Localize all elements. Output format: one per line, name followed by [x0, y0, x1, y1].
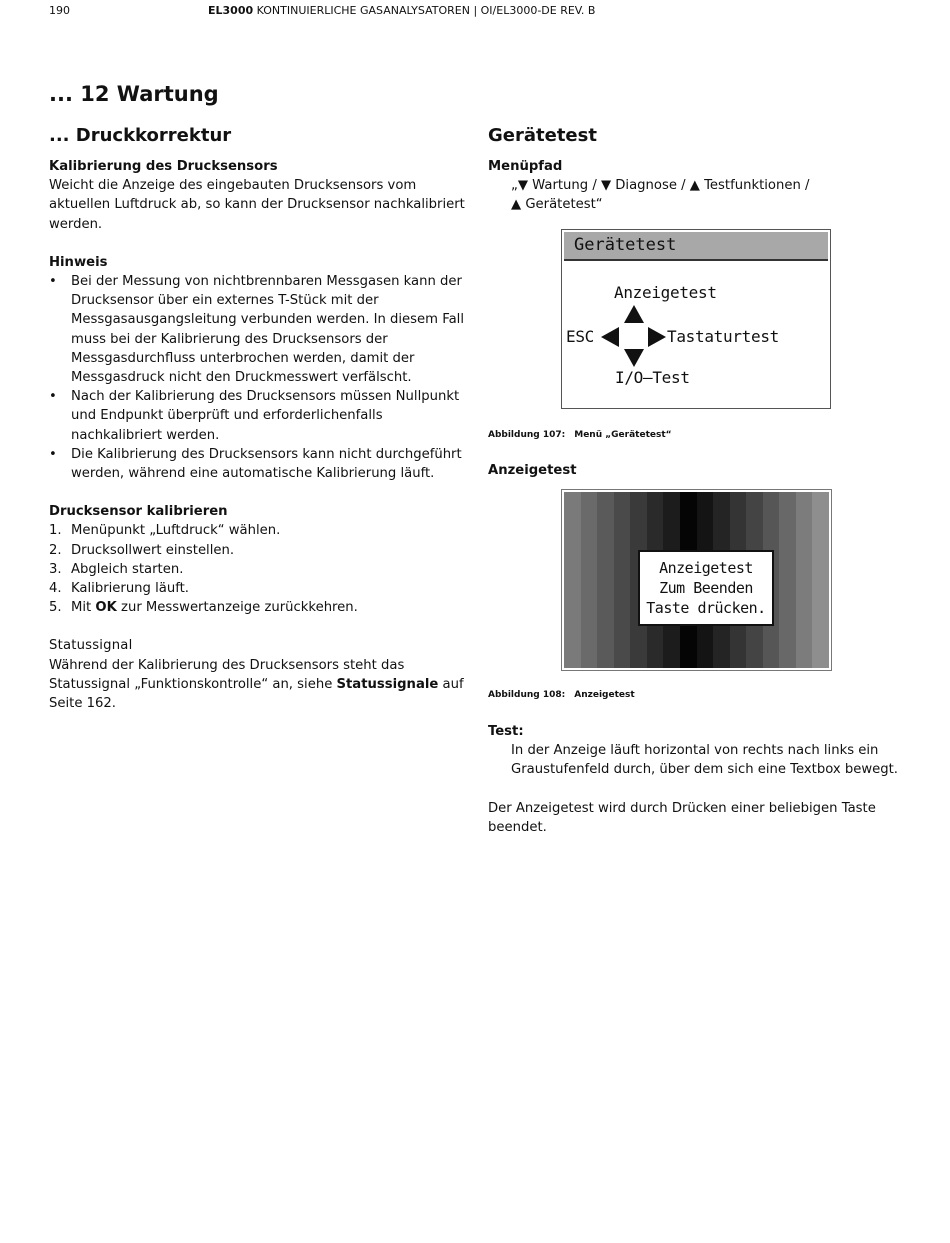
left-column: [49, 123, 469, 713]
note-list: [49, 272, 469, 483]
section-title-druckkorrektur: ... Druckkorrektur: [49, 125, 232, 146]
step-item: 2. Drucksollwert einstellen.: [49, 542, 235, 558]
grayscale-stripe: [564, 492, 581, 668]
grayscale-stripe: [812, 492, 829, 668]
caption-figure-108: Abbildung 108: Anzeigetest: [488, 690, 635, 700]
display-text-line: Zum Beenden: [659, 579, 753, 597]
menu-label-right: Tastaturtest: [667, 327, 779, 346]
arrow-down-icon: [624, 349, 644, 367]
step-item: 3. Abgleich starten.: [49, 561, 184, 577]
step-item: 1. Menüpunkt „Luftdruck“ wählen.: [49, 523, 281, 539]
display-textbox: [638, 550, 774, 626]
menupath-line: „▼ Wartung / ▼ Diagnose / ▲ Testfunktionen /: [511, 178, 810, 194]
menupath-heading: Menüpfad: [488, 159, 563, 174]
grayscale-stripe: [796, 492, 813, 668]
steps-list: [49, 521, 469, 617]
note-heading: Hinweis: [49, 254, 108, 270]
status-link: Statussignale: [336, 676, 439, 692]
step-item: 4. Kalibrierung läuft.: [49, 581, 189, 597]
step-item: 5. Mit OK zur Messwertanzeige zurückkehren.: [49, 600, 358, 616]
test-heading: Test:: [488, 724, 524, 739]
section-title-geraetetest: Gerätetest: [488, 125, 597, 146]
display-test-heading: Anzeigetest: [488, 463, 577, 478]
test-section: [488, 722, 908, 837]
note-item: • Nach der Kalibrierung des Drucksensors müssen Nullpunkt und Endpunkt überprüft und erforderlichenfalls nachkalibriert werden.: [49, 387, 469, 445]
grayscale-stripe: [597, 492, 614, 668]
menu-figure-geraetetest: [561, 229, 831, 409]
page-number: 190: [49, 4, 70, 17]
arrow-left-icon: [601, 327, 619, 347]
menu-label-down: I/O–Test: [615, 368, 690, 387]
status-heading: Statussignal: [49, 638, 133, 654]
document-title: [208, 4, 595, 17]
document-title-rest: KONTINUIERLICHE GASANALYSATOREN | OI/EL3000-DE REV. B: [256, 4, 596, 17]
menu-label-left: ESC: [566, 327, 594, 346]
status-text: Während der Kalibrierung des Drucksensors steht das Statussignal „Funktionskontrolle“ an, siehe Statussignale auf Seite 162.: [49, 657, 464, 712]
display-test-figure: [561, 489, 832, 671]
grayscale-stripe: [581, 492, 598, 668]
caption-figure-107: Abbildung 107: Menü „Gerätetest“: [488, 430, 672, 440]
menupath-line: ▲ Gerätetest“: [511, 197, 603, 213]
menu-label-up: Anzeigetest: [614, 283, 717, 302]
arrow-up-icon: [624, 305, 644, 323]
note-item: • Bei der Messung von nichtbrennbaren Messgasen kann der Drucksensor über ein externes T-Stück mit der Messgasausgangsleitung verbunden werden. In diesem Fall muss bei der Kalibrierung des Drucksensors der Messgasdurchfluss unterbrochen werden, damit der Messgasdruck nicht den Druckmesswert verfälscht.: [49, 272, 469, 387]
note-item: • Die Kalibrierung des Drucksensors kann nicht durchgeführt werden, während eine automatische Kalibrierung läuft.: [49, 445, 469, 483]
end-text: Der Anzeigetest wird durch Drücken einer beliebigen Taste beendet.: [488, 800, 876, 835]
menu-title: Gerätetest: [564, 232, 828, 261]
chapter-title: ... 12 Wartung: [49, 82, 219, 106]
grayscale-stripe: [779, 492, 796, 668]
calibration-text: Weicht die Anzeige des eingebauten Drucksensors vom aktuellen Luftdruck ab, so kann der Drucksensor nachkalibriert werden.: [49, 178, 465, 232]
page-header: [49, 4, 920, 20]
document-title-product: EL3000: [208, 4, 254, 17]
arrow-right-icon: [648, 327, 666, 347]
right-column: [488, 123, 908, 215]
grayscale-stripe: [614, 492, 631, 668]
test-text: In der Anzeige läuft horizontal von rechts nach links ein Graustufenfeld durch, über dem sich eine Textbox bewegt.: [511, 743, 898, 778]
display-text-line: Taste drücken.: [646, 599, 766, 617]
display-text-line: Anzeigetest: [659, 559, 753, 577]
calibration-heading: Kalibrierung des Drucksensors: [49, 159, 278, 174]
steps-heading: Drucksensor kalibrieren: [49, 504, 228, 520]
